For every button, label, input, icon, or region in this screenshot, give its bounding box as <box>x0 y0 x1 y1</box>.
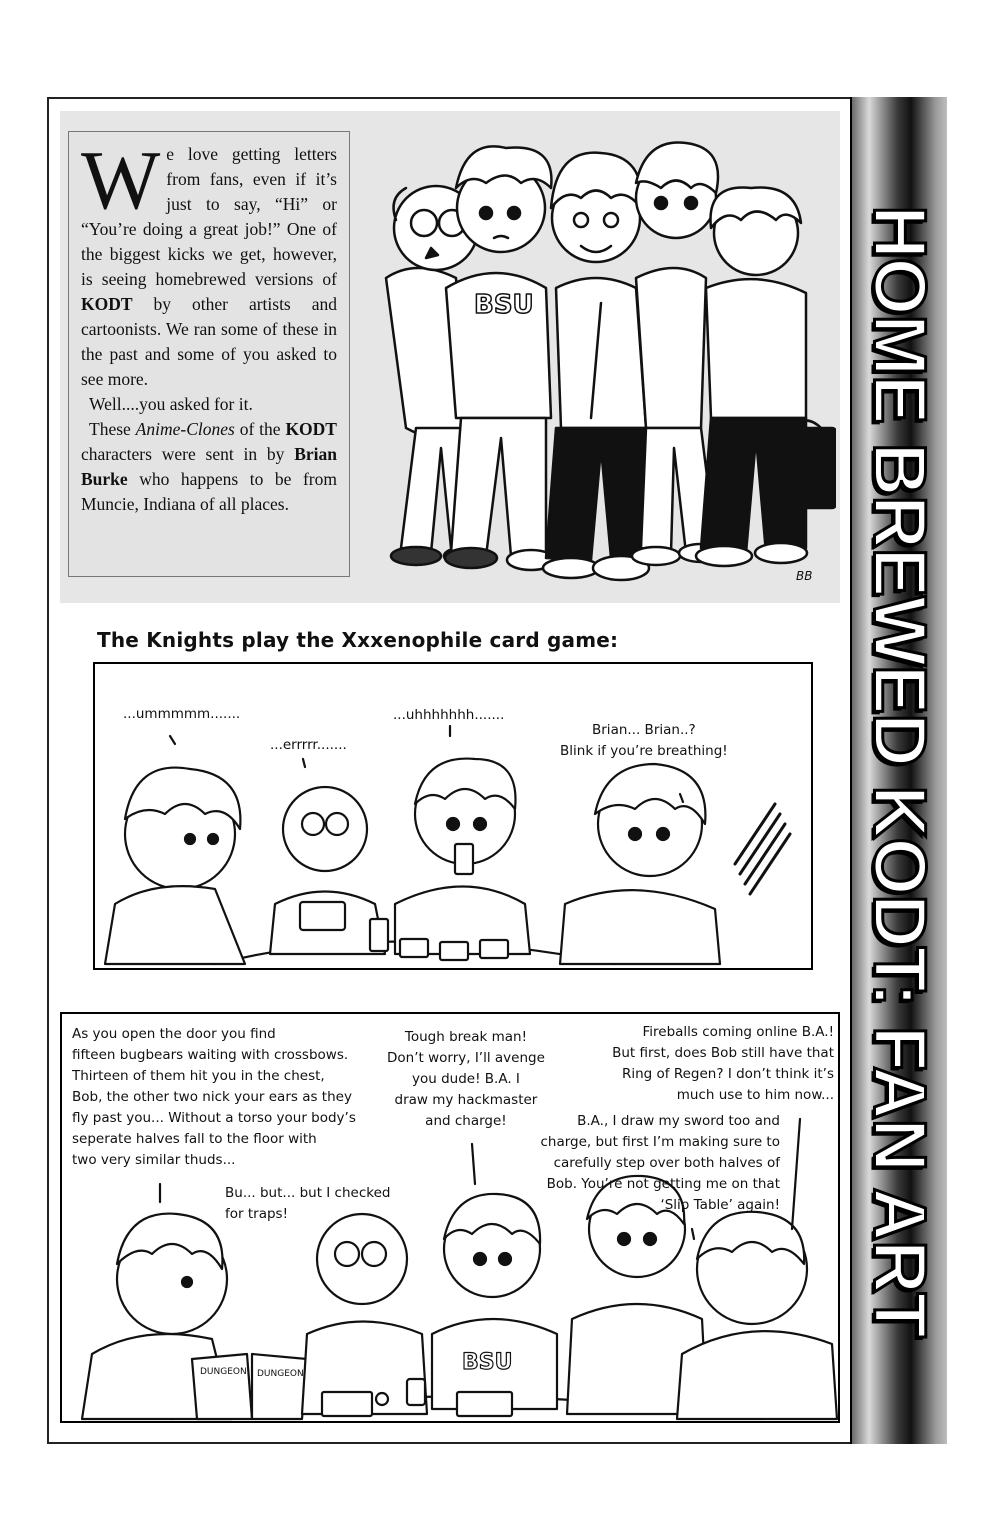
speech-bubble-brian: Brian... Brian..? Blink if you’re breathing! <box>560 722 728 759</box>
speech-bubble-errrr: ...errrrr....... <box>270 737 347 753</box>
speech-bubble-dm: As you open the door you find fifteen bugbears waiting with crossbows. Thirteen of them hit you in the chest, Bob, the other two nick your ears as they fly past you... Without a torso your body’s seperate halves fall to the floor with two very similar thuds... <box>72 1026 356 1168</box>
intro-paragraph-1: e love getting letters from fans, even if it’s just to say, “Hi” or “You’re doing a great job!” One of the biggest kicks we get, however, is seeing homebrewed versions of KODT by other artists and cartoonists. We ran some of these in the past and some of you asked to see more. <box>81 144 337 389</box>
intro-paragraph-2: Well....you asked for it. <box>89 394 253 414</box>
figure-bsu <box>445 146 555 570</box>
banner-title: HOME BREWED KODT: FAN ART <box>858 204 941 1337</box>
section-heading: The Knights play the Xxxenophile card game: <box>97 628 619 652</box>
anime-clones-illustration <box>356 128 836 588</box>
svg-text:DUNGEON: DUNGEON <box>200 1367 247 1377</box>
drop-cap: W <box>81 134 161 227</box>
svg-text:DUNGEON: DUNGEON <box>257 1369 304 1379</box>
comic-panel-card-game <box>93 662 813 970</box>
speech-bubble-tough-break: Tough break man! Don’t worry, I’ll avenge you dude! B.A. I draw my hackmaster and charge! <box>387 1029 545 1129</box>
svg-text:BSU: BSU <box>474 290 534 320</box>
intro-paragraph-3: These Anime-Clones of the KODT characters were sent in by Brian Burke who happens to be from Muncie, Indiana of all places. <box>81 419 337 514</box>
intro-text-box <box>68 131 350 577</box>
figure-briefcase <box>696 187 836 566</box>
speech-bubble-sword: B.A., I draw my sword too and charge, but first I’m making sure to carefully step over both halves of Bob. You’re not getting me on that ‘Slip Table’ again! <box>540 1113 780 1213</box>
comic-panel-dungeon <box>60 1012 840 1423</box>
speech-bubble-ummm: ...ummmmm....... <box>123 706 241 722</box>
svg-text:BSU: BSU <box>462 1350 513 1375</box>
side-banner <box>850 97 947 1444</box>
speech-bubble-fireballs: Fireballs coming online B.A.! But first, does Bob still have that Ring of Regen? I don’t think it’s much use to him now... <box>612 1024 834 1103</box>
artist-signature: BB <box>796 569 813 583</box>
speech-bubble-checked-traps: Bu... but... but I checked for traps! <box>225 1185 391 1222</box>
figure-bearded <box>543 153 651 580</box>
speech-bubble-uhhhh: ...uhhhhhhh....... <box>393 707 505 723</box>
